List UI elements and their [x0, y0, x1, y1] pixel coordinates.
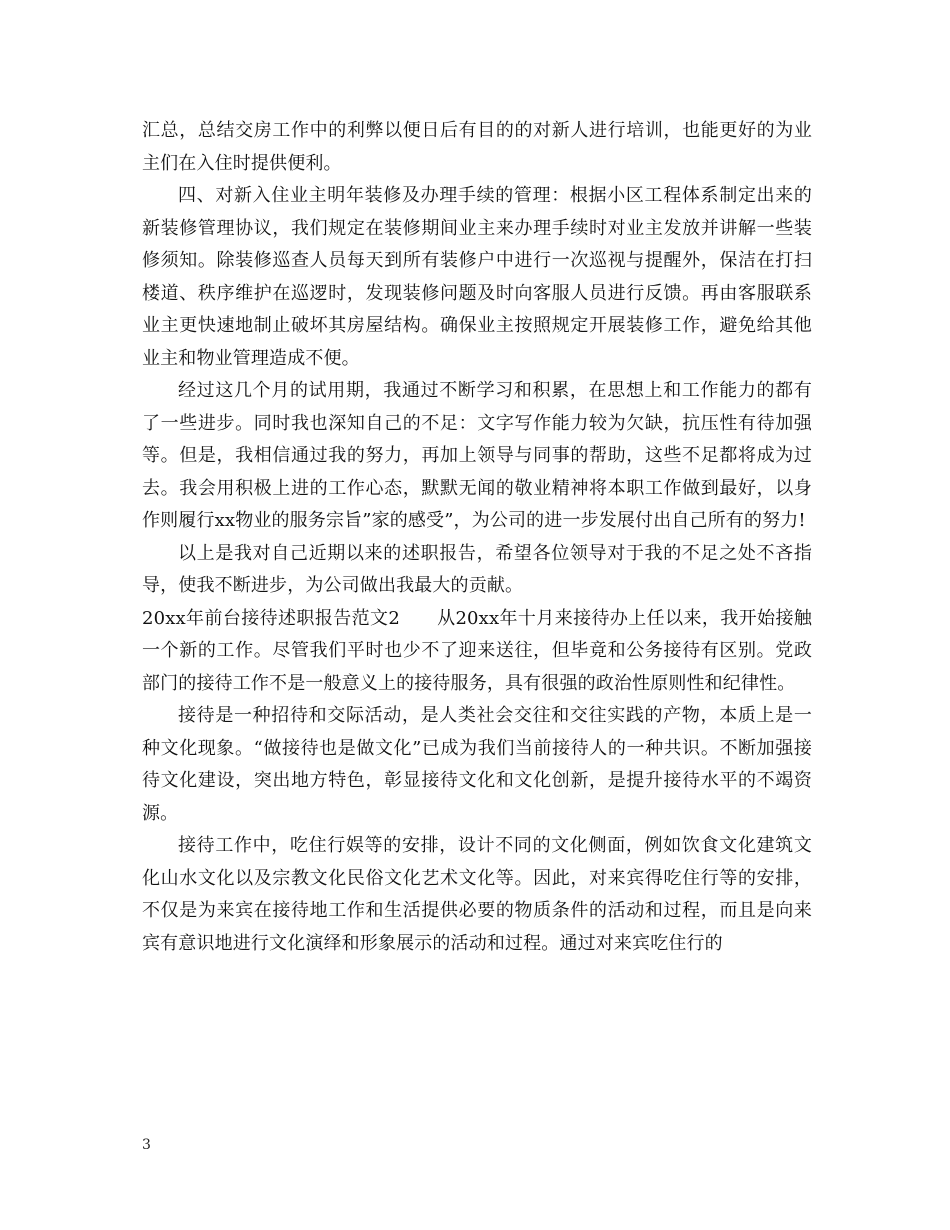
paragraph-closing-remarks: 以上是我对自己近期以来的述职报告，希望各位领导对于我的不足之处不吝指导，使我不断进步，为公司做出我最大的贡献。: [142, 542, 812, 596]
paragraph-probation-reflection: 经过这几个月的试用期，我通过不断学习和积累，在思想上和工作能力的都有了一些进步。同时我也深知自己的不足：文字写作能力较为欠缺，抗压性有待加强等。但是，我相信通过我的努力，再加上领导与同事的帮助，这些不足都将成为过去。我会用积极上进的工作心态，默默无闻的敬业精神将本职工作做到最好，以身作则履行xx物业的服务宗旨”家的感受”，为公司的进一步发展付出自己所有的努力!: [142, 380, 812, 531]
paragraph-report-two-intro: [142, 603, 812, 701]
paragraph-summary: 汇总，总结交房工作中的利弊以便日后有目的的对新人进行培训，也能更好的为业主们在入住时提供便利。: [142, 120, 812, 174]
paragraph-reception-arrangements: 接待工作中，吃住行娱等的安排，设计不同的文化侧面，例如饮食文化建筑文化山水文化以及宗教文化民俗文化艺术文化等。因此，对来宾得吃住行等的安排，不仅是为来宾在接待地工作和生活提供必要的物质条件的活动和过程，而且是向来宾有意识地进行文化演绎和形象展示的活动和过程。通过对来宾吃住行的: [142, 835, 812, 954]
report-title: 20xx年前台接待述职报告范文2: [142, 607, 401, 629]
body-text: [142, 115, 812, 960]
paragraph-renovation-management: 四、对新入住业主明年装修及办理手续的管理：根据小区工程体系制定出来的新装修管理协议，我们规定在装修期间业主来办理手续时对业主发放并讲解一些装修须知。除装修巡查人员每天到所有装修户中进行一次巡视与提醒外，保洁在打扫楼道、秩序维护在巡逻时，发现装修问题及时向客服人员进行反馈。再由客服联系业主更快速地制止破坏其房屋结构。确保业主按照规定开展装修工作，避免给其他业主和物业管理造成不便。: [142, 185, 812, 369]
paragraph-reception-culture: 接待是一种招待和交际活动，是人类社会交往和交往实践的产物，本质上是一种文化现象。“做接待也是做文化”已成为我们当前接待人的一种共识。不断加强接待文化建设，突出地方特色，彰显接待文化和文化创新，是提升接待水平的不竭资源。: [142, 705, 812, 824]
page-number: 3: [142, 1137, 151, 1153]
title-gap: [400, 608, 437, 629]
report-intro-text: 从20xx年十月来接待办上任以来，我开始接触一个新的工作。尽管我们平时也少不了迎来送往，但毕竟和公务接待有区别。党政部门的接待工作不是一般意义上的接待服务，具有很强的政治性原则性和纪律性。: [142, 607, 812, 694]
